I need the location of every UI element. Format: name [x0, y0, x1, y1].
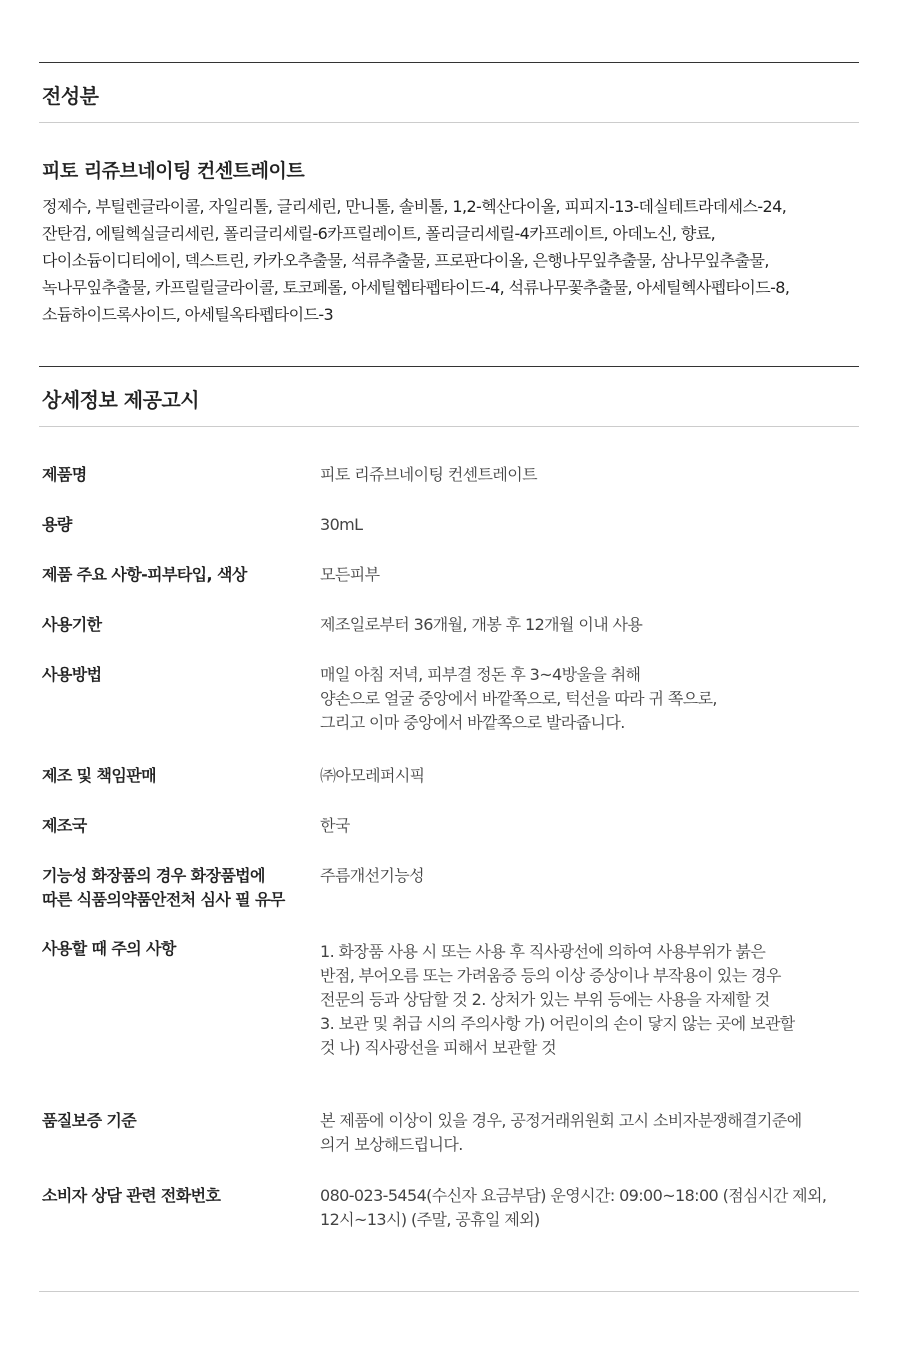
bottom-divider	[39, 1291, 859, 1292]
info-value-line: 1. 화장품 사용 시 또는 사용 후 직사광선에 의하여 사용부위가 붉은	[320, 942, 766, 961]
info-value	[320, 864, 865, 888]
info-label-line: 제조국	[42, 816, 87, 835]
info-label-line: 품질보증 기준	[42, 1111, 137, 1130]
info-value-line: 제조일로부터 36개월, 개봉 후 12개월 이내 사용	[320, 615, 643, 634]
info-value-line: 본 제품에 이상이 있을 경우, 공정거래위원회 고시 소비자분쟁해결기준에	[320, 1111, 802, 1130]
section-top-divider	[39, 366, 859, 367]
info-label	[42, 613, 312, 637]
detail-section-title: 상세정보 제공고시	[42, 388, 200, 412]
info-value-line: 한국	[320, 816, 350, 835]
info-value	[320, 463, 865, 487]
info-label-line: 제품 주요 사항-피부타입, 색상	[42, 565, 247, 584]
info-label	[42, 463, 312, 487]
ingredients-section-title: 전성분	[42, 84, 99, 108]
ingredients-line: 다이소듐이디티에이, 덱스트린, 카카오추출물, 석류추출물, 프로판다이올, 은행나무잎추출물, 삼나무잎추출물,	[42, 251, 769, 270]
info-value	[320, 764, 865, 788]
section-title-divider	[39, 426, 859, 427]
info-value-line: 것 나) 직사광선을 피해서 보관할 것	[320, 1038, 557, 1057]
section-title-divider	[39, 122, 859, 123]
info-value	[320, 613, 865, 637]
ingredients-line: 정제수, 부틸렌글라이콜, 자일리톨, 글리세린, 만니톨, 솔비톨, 1,2-헥산다이올, 피피지-13-데실테트라데세스-24,	[42, 197, 787, 216]
info-value-line: 주름개선기능성	[320, 866, 424, 885]
info-value	[320, 1184, 865, 1232]
info-label	[42, 1184, 312, 1208]
info-label-line: 사용기한	[42, 615, 102, 634]
info-value-line: 그리고 이마 중앙에서 바깥쪽으로 발라줍니다.	[320, 713, 625, 732]
info-label-line: 제조 및 책임판매	[42, 766, 156, 785]
info-label-line: 기능성 화장품의 경우 화장품법에	[42, 866, 265, 885]
info-value-line: 매일 아침 저녁, 피부결 정돈 후 3~4방울을 취해	[320, 665, 641, 684]
ingredients-line: 잔탄검, 에틸헥실글리세린, 폴리글리세릴-6카프릴레이트, 폴리글리세릴-4카프레이트, 아데노신, 향료,	[42, 224, 716, 243]
info-label-line: 용량	[42, 515, 72, 534]
info-value-line: 3. 보관 및 취급 시의 주의사항 가) 어린이의 손이 닿지 않는 곳에 보관할	[320, 1014, 795, 1033]
info-value	[320, 563, 865, 587]
info-label	[42, 814, 312, 838]
info-value-line: 080-023-5454(수신자 요금부담) 운영시간: 09:00~18:00 (점심시간 제외,	[320, 1186, 827, 1205]
info-value-line: 반점, 부어오름 또는 가려움증 등의 이상 증상이나 부작용이 있는 경우	[320, 966, 781, 985]
info-value-line: 30mL	[320, 515, 363, 534]
info-value-line: 모든피부	[320, 565, 380, 584]
info-value-line: 피토 리쥬브네이팅 컨센트레이트	[320, 465, 537, 484]
info-value-line: 전문의 등과 상담할 것 2. 상처가 있는 부위 등에는 사용을 자제할 것	[320, 990, 770, 1009]
info-value	[320, 1109, 865, 1157]
info-label	[42, 937, 312, 961]
info-value-line: 의거 보상해드립니다.	[320, 1135, 463, 1154]
info-label	[42, 1109, 312, 1133]
info-label-line: 따른 식품의약품안전처 심사 필 유무	[42, 890, 285, 909]
info-label-line: 소비자 상담 관련 전화번호	[42, 1186, 221, 1205]
info-label	[42, 563, 312, 587]
info-label	[42, 764, 312, 788]
info-value	[320, 814, 865, 838]
info-value-line: 양손으로 얼굴 중앙에서 바깥쪽으로, 턱선을 따라 귀 쪽으로,	[320, 689, 717, 708]
ingredients-line: 소듐하이드록사이드, 아세틸옥타펩타이드-3	[42, 305, 334, 324]
info-value	[320, 513, 865, 537]
info-label-line: 사용방법	[42, 665, 102, 684]
info-label-line: 제품명	[42, 465, 87, 484]
product-name: 피토 리쥬브네이팅 컨센트레이트	[42, 160, 305, 182]
info-value	[320, 940, 865, 1060]
ingredients-line: 녹나무잎추출물, 카프릴릴글라이콜, 토코페롤, 아세틸헵타펩타이드-4, 석류나무꽃추출물, 아세틸헥사펩타이드-8,	[42, 278, 790, 297]
info-label	[42, 513, 312, 537]
info-value	[320, 663, 865, 735]
info-value-line: ㈜아모레퍼시픽	[320, 766, 425, 785]
info-label	[42, 864, 312, 912]
info-label	[42, 663, 312, 687]
info-label-line: 사용할 때 주의 사항	[42, 939, 176, 958]
info-value-line: 12시~13시) (주말, 공휴일 제외)	[320, 1210, 540, 1229]
ingredients-list	[42, 193, 862, 328]
section-top-divider	[39, 62, 859, 63]
